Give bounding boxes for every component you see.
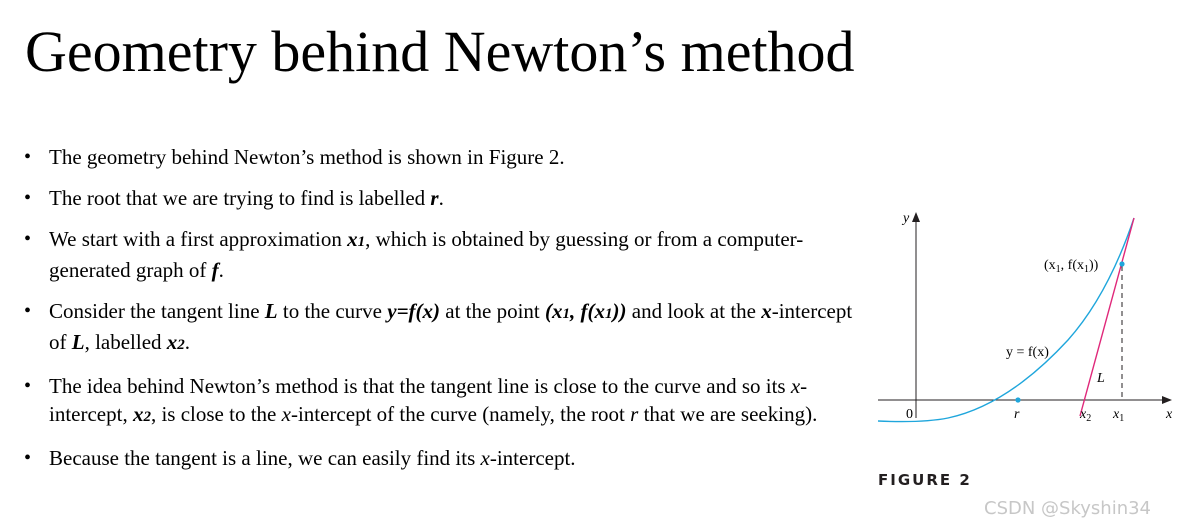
- math-part: )): [612, 299, 627, 323]
- bullet-text: -intercept,: [49, 374, 808, 426]
- bullet-text: .: [184, 330, 191, 354]
- bullet-item-5: [24, 372, 854, 431]
- math-r: r: [430, 186, 439, 210]
- bullet-text: The root that we are trying to find is labelled: [49, 186, 431, 210]
- math-x2: [133, 402, 151, 426]
- x2-label: [1079, 407, 1091, 424]
- x-axis-arrow-icon: [1162, 396, 1172, 404]
- math-x2: [167, 330, 185, 354]
- math-part: (x: [545, 299, 563, 323]
- watermark: CSDN @Skyshin34: [984, 498, 1152, 519]
- x2-label-subscript: 2: [1086, 413, 1092, 424]
- bullet-text: The idea behind Newton’s method is that the tangent line is close to the curve and so its: [49, 374, 791, 398]
- math-x: x: [790, 374, 801, 398]
- math-subscript: 2: [143, 409, 151, 425]
- math-x: x: [132, 402, 144, 426]
- bullet-text: that we are seeking).: [638, 402, 818, 426]
- page-title: Geometry behind Newton’s method: [25, 19, 855, 84]
- math-subscript: 1: [562, 306, 571, 322]
- math-subscript: 1: [605, 306, 613, 322]
- bullet-item-6: [24, 444, 854, 472]
- bullet-text: -intercept of the curve (namely, the root: [290, 402, 631, 426]
- bullet-item-3: [24, 225, 854, 284]
- math-x: x: [480, 446, 490, 470]
- math-L: L: [264, 299, 278, 323]
- origin-label: 0: [906, 407, 913, 422]
- bullet-text: Because the tangent is a line, we can easily find its: [49, 446, 481, 470]
- bullet-text: , is close to the: [150, 402, 282, 426]
- x1-label: [1112, 407, 1124, 424]
- bullet-list: [24, 143, 854, 485]
- math-x: x: [761, 299, 772, 323]
- bullet-text: Consider the tangent line: [49, 299, 265, 323]
- x1-label-x: x: [1113, 407, 1120, 422]
- point-label-part: , f(x: [1060, 258, 1084, 273]
- tangent-label: L: [1097, 371, 1105, 386]
- math-r: r: [630, 402, 639, 426]
- math-x: x: [166, 330, 178, 354]
- tangent-line: [1080, 218, 1134, 416]
- math-point: [545, 299, 627, 323]
- tangent-point-dot: [1119, 261, 1124, 266]
- bullet-text: , labelled: [84, 330, 167, 354]
- y-axis-arrow-icon: [912, 212, 920, 222]
- x1-label-subscript: 1: [1119, 413, 1125, 424]
- math-x: x: [281, 402, 291, 426]
- math-x1: [347, 227, 365, 251]
- root-dot: [1015, 397, 1020, 402]
- math-L: L: [71, 330, 85, 354]
- math-part: , f(x: [570, 299, 606, 323]
- bullet-text: at the point: [440, 299, 546, 323]
- bullet-text: -intercept.: [489, 446, 576, 470]
- bullet-text: .: [438, 186, 444, 210]
- bullet-item-1: [24, 143, 854, 171]
- point-label-part: )): [1089, 258, 1099, 273]
- bullet-text: and look at the: [626, 299, 762, 323]
- y-axis-label: y: [903, 211, 910, 226]
- newton-method-figure: [868, 200, 1180, 500]
- bullet-text: -intercept of: [49, 299, 853, 354]
- root-label: r: [1014, 407, 1020, 422]
- x-axis-label: x: [1166, 407, 1173, 422]
- bullet-text: to the curve: [277, 299, 388, 323]
- point-label-subscript: 1: [1084, 264, 1089, 275]
- math-x: x: [347, 227, 358, 251]
- math-subscript: 1: [357, 234, 366, 250]
- bullet-text: .: [218, 258, 224, 282]
- bullet-item-4: [24, 297, 854, 359]
- bullet-text: , which is obtained by guessing or from a computer-generated graph of: [49, 227, 804, 282]
- point-label-part: (x: [1044, 258, 1056, 273]
- bullet-text: The geometry behind Newton’s method is shown in Figure 2.: [49, 145, 565, 169]
- x2-label-x: x: [1080, 407, 1087, 422]
- point-label-subscript: 1: [1055, 264, 1061, 275]
- figure-caption: FIGURE 2: [878, 471, 972, 489]
- math-equation: y=f(x): [387, 299, 441, 323]
- bullet-text: We start with a first approximation: [49, 227, 348, 251]
- math-subscript: 2: [177, 337, 185, 353]
- bullet-item-2: [24, 184, 854, 212]
- math-f: f: [211, 258, 219, 282]
- point-label: [1044, 258, 1099, 275]
- curve-label: y = f(x): [1006, 345, 1049, 360]
